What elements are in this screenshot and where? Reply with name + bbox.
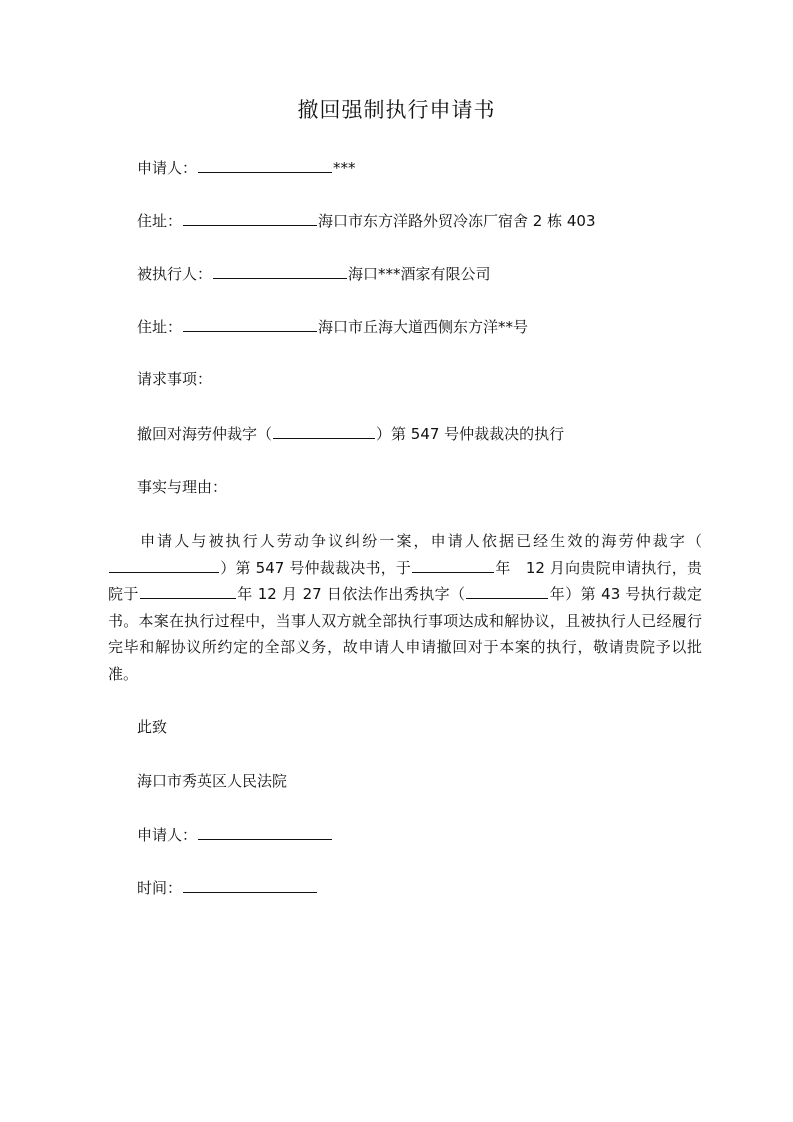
request-suffix: ）第 547 号仲裁裁决的执行 <box>376 425 565 443</box>
respondent-label: 被执行人： <box>137 265 213 283</box>
body-part-5: 年）第 43 号执行裁定书。本案在执行过程中，当事人双方就全部执行事项达成和解协议，且被执行人已经履行完毕和解协议所约定的全部义务，故申请人申请撤回对于本案的执行，敬请贵院予以批准。 <box>108 585 702 683</box>
address1-label: 住址： <box>137 212 183 230</box>
request-line <box>137 422 564 445</box>
signature-date-label: 时间： <box>137 879 183 897</box>
respondent-blank <box>213 262 347 279</box>
signature-applicant-blank <box>198 823 332 840</box>
respondent-value: 海口***酒家有限公司 <box>348 265 491 283</box>
address2-line <box>137 315 528 338</box>
body-part-3: 年 12 月向贵院申请执行，贵院于 <box>108 558 702 603</box>
body-blank-4 <box>466 582 548 599</box>
address2-label: 住址： <box>137 318 183 336</box>
request-blank <box>273 422 375 439</box>
signature-applicant-label: 申请人： <box>137 826 198 844</box>
body-blank-1 <box>109 556 219 573</box>
closing-text: 此致 <box>137 718 168 736</box>
document-title: 撤回强制执行申请书 <box>297 98 496 122</box>
address1-line <box>137 209 596 232</box>
facts-paragraph <box>108 528 702 687</box>
court-name: 海口市秀英区人民法院 <box>137 772 288 790</box>
address1-value: 海口市东方洋路外贸冷冻厂宿舍 2 栋 403 <box>318 212 596 230</box>
signature-date-line <box>137 876 318 899</box>
body-blank-2 <box>412 556 494 573</box>
address1-blank <box>183 209 317 226</box>
applicant-label: 申请人： <box>137 159 198 177</box>
applicant-blank <box>198 156 332 173</box>
signature-applicant-line <box>137 823 333 846</box>
body-part-1: 申请人与被执行人劳动争议纠纷一案，申请人依据已经生效的海劳仲裁字（ <box>138 532 702 550</box>
applicant-line <box>137 156 356 179</box>
address2-value: 海口市丘海大道西侧东方洋**号 <box>318 318 529 336</box>
reasons-heading: 事实与理由： <box>137 478 228 496</box>
respondent-line <box>137 262 491 285</box>
body-blank-3 <box>140 582 236 599</box>
body-part-2: ）第 547 号仲裁裁决书，于 <box>220 558 412 577</box>
body-part-4: 年 12 月 27 日依法作出秀执字（ <box>236 585 466 603</box>
applicant-value: *** <box>333 159 356 177</box>
request-prefix: 撤回对海劳仲裁字（ <box>137 425 273 443</box>
address2-blank <box>183 315 317 332</box>
signature-date-blank <box>183 876 317 893</box>
request-heading: 请求事项： <box>137 370 213 388</box>
